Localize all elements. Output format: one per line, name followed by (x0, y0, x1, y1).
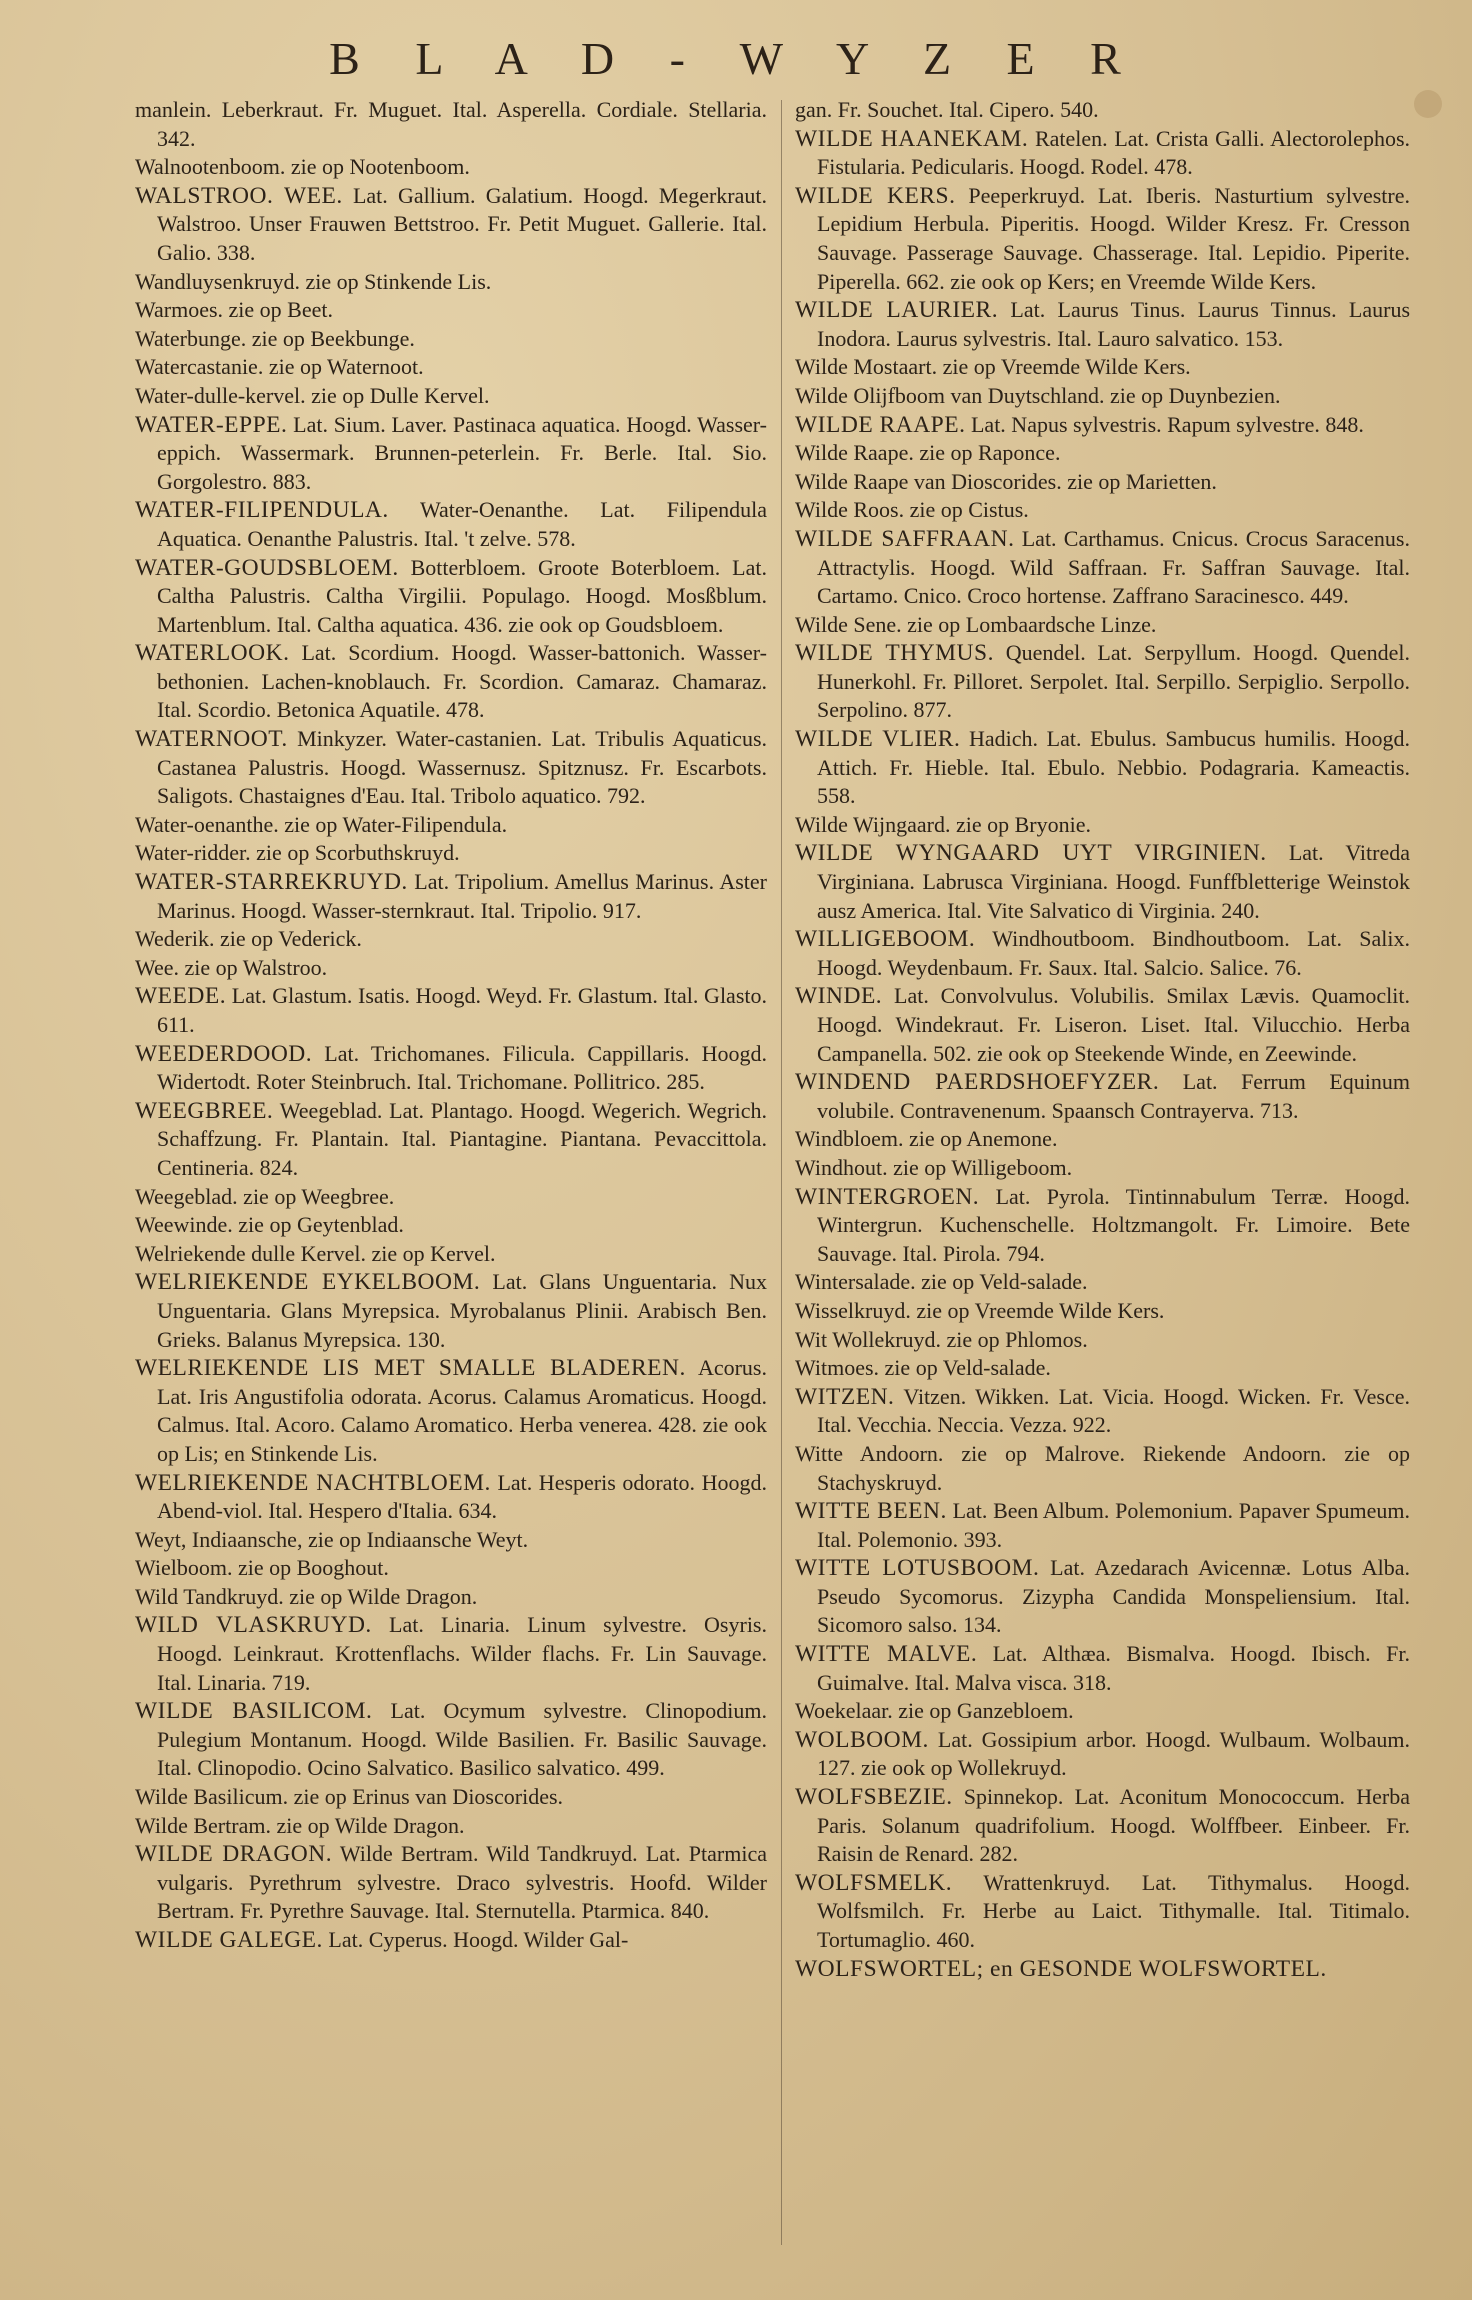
entry-headword: WITTE MALVE. (795, 1641, 978, 1668)
entry-headword: WITTE BEEN. (795, 1498, 947, 1525)
entry-headword: WATER-GOUDSBLOEM. (135, 554, 399, 581)
entry-headword: WILDE THYMUS. (795, 640, 994, 667)
index-entry (135, 1211, 767, 1240)
entry-text: Lat. Vitreda Virginiana. Labrusca Virginiana. Hoogd. Funffbletterige Weinstok ausz America. Ital. Vite Salvatico di Virginia. 240. (817, 840, 1411, 923)
index-entry (135, 1697, 767, 1783)
entry-text: Lat. Ferrum Equinum volubile. Contravenenum. Spaansch Contrayerva. 713. (817, 1069, 1411, 1123)
index-entry (795, 468, 1410, 497)
entry-text: Lat. Pyrola. Tintinnabulum Terræ. Hoogd. Wintergrun. Kuchenschelle. Holtzmangolt. Fr. Limoire. Bete Sauvage. Ital. Pirola. 794. (817, 1183, 1410, 1266)
index-entry (135, 382, 767, 411)
index-entry (795, 925, 1410, 982)
entry-text: Lat. Sium. Laver. Pastinaca aquatica. Hoogd. Wasser-eppich. Wassermark. Brunnen-peterlein. Fr. Berle. Ital. Sio. Gorgolestro. 883. (157, 411, 768, 494)
index-entry (135, 1812, 767, 1841)
entry-headword: WOLBOOM. (795, 1726, 929, 1753)
index-entry (795, 182, 1410, 296)
index-entry (135, 353, 767, 382)
entry-text: Wilde Olijfboom van Duytschland. zie op Duynbezien. (795, 382, 1281, 408)
index-entry (135, 554, 767, 640)
entry-text: Witmoes. zie op Veld-salade. (795, 1355, 1051, 1381)
entry-headword: WILDE VLIER. (795, 726, 961, 753)
entry-headword: WITTE LOTUSBOOM. (795, 1555, 1040, 1582)
paper-stain (1414, 90, 1442, 118)
entry-text: Lat. Gallium. Galatium. Hoogd. Megerkraut. Walstroo. Unser Frauwen Bettstroo. Fr. Petit Muguet. Gallerie. Ital. Galio. 338. (157, 182, 767, 265)
index-entry (135, 153, 767, 182)
entry-headword: WOLFSBEZIE. (795, 1784, 953, 1811)
index-entry (795, 811, 1410, 840)
entry-headword: WILDE DRAGON. (135, 1841, 333, 1868)
entry-headword: WATER-EPPE. (135, 411, 288, 438)
entry-text: Waterbunge. zie op Beekbunge. (135, 325, 415, 351)
index-entry (795, 1326, 1410, 1355)
entry-headword: WOLFSMELK. (795, 1869, 953, 1896)
entry-headword: WILDE KERS. (795, 182, 956, 209)
entry-text: Peeperkruyd. Lat. Iberis. Nasturtium sylvestre. Lepidium Herbula. Piperitis. Hoogd. Wilder Kresz. Fr. Cresson Sauvage. Passerage Sauvage. Chasserage. Ital. Lepidio. Piperite. Piperella. 662. zie ook op Kers; en Vreemde Wilde Kers. (817, 182, 1411, 294)
entry-text: Wrattenkruyd. Lat. Tithymalus. Hoogd. Wolfsmilch. Fr. Herbe au Laict. Tithymalle. Ital. Titimalo. Tortumaglio. 460. (817, 1869, 1410, 1952)
entry-headword: WILDE RAAPE. (795, 411, 966, 438)
entry-text: Lat. Glans Unguentaria. Nux Unguentaria. Glans Myrepsica. Myrobalanus Plinii. Arabisch Ben. Grieks. Balanus Myrepsica. 130. (157, 1269, 768, 1352)
entry-text: Windbloem. zie op Anemone. (795, 1126, 1058, 1152)
entry-text: Weegeblad. zie op Weegbree. (135, 1183, 395, 1209)
index-entry (795, 525, 1410, 611)
index-entry (135, 868, 767, 925)
entry-text: Lat. Napus sylvestris. Rapum sylvestre. 848. (970, 411, 1364, 437)
index-entry (795, 1268, 1410, 1297)
index-entry (135, 1040, 767, 1097)
entry-text: Lat. Glastum. Isatis. Hoogd. Weyd. Fr. Glastum. Ital. Glasto. 611. (157, 983, 767, 1037)
index-entry (795, 296, 1410, 353)
entry-text: Wee. zie op Walstroo. (135, 954, 328, 980)
entry-text: Wilde Roos. zie op Cistus. (795, 497, 1029, 523)
index-entry (135, 411, 767, 497)
entry-headword: WELRIEKENDE NACHTBLOEM. (135, 1469, 491, 1496)
index-entry (795, 982, 1410, 1068)
entry-text: Wielboom. zie op Booghout. (135, 1555, 389, 1581)
index-entry (795, 125, 1410, 182)
entry-text: Wild Tandkruyd. zie op Wilde Dragon. (135, 1583, 478, 1609)
entry-headword: WOLFSWORTEL; en GESONDE WOLFSWORTEL. (795, 1955, 1327, 1982)
entry-text: Lat. Cyperus. Hoogd. Wilder Gal- (328, 1927, 629, 1952)
entry-headword: WILD VLASKRUYD. (135, 1612, 372, 1639)
index-entry (795, 1554, 1410, 1640)
index-entry (135, 1611, 767, 1697)
entry-headword: WILDE WYNGAARD UYT VIRGINIEN. (795, 840, 1267, 867)
entry-text: Windhoutboom. Bindhoutboom. Lat. Salix. Hoogd. Weydenbaum. Fr. Saux. Ital. Salcio. Salice. 76. (817, 926, 1410, 980)
index-entry (135, 1926, 767, 1955)
page-title: B L A D - W Y Z E R (329, 33, 1143, 84)
entry-headword: WINDE. (795, 983, 883, 1010)
entry-headword: WALSTROO. WEE. (135, 182, 343, 209)
entry-text: gan. Fr. Souchet. Ital. Cipero. 540. (795, 97, 1099, 122)
entry-headword: WEEGBREE. (135, 1097, 274, 1124)
index-entry (795, 1354, 1410, 1383)
index-entry (795, 1440, 1410, 1497)
entry-text: Quendel. Lat. Serpyllum. Hoogd. Quendel. Hunerkohl. Fr. Pilloret. Serpolet. Ital. Serpillo. Serpiglio. Serpollo. Serpolino. 877. (817, 640, 1410, 723)
index-entry (795, 1869, 1410, 1955)
entry-text: Lat. Azedarach Avicennæ. Lotus Alba. Pseudo Sycomorus. Zizypha Candida Monspeliensium. Ital. Sicomoro salso. 134. (817, 1555, 1410, 1638)
entry-text: Wilde Bertram. Wild Tandkruyd. Lat. Ptarmica vulgaris. Pyrethrum sylvestre. Draco sylvestris. Hoofd. Wilder Bertram. Fr. Pyrethre Sauvage. Ital. Sternutella. Ptarmica. 840. (157, 1841, 767, 1924)
entry-text: Minkyzer. Water-castanien. Lat. Tribulis Aquaticus. Castanea Palustris. Hoogd. Wassernusz. Spitznusz. Fr. Escarbots. Saligots. Chastaignes d'Eau. Ital. Tribolo aquatico. 792. (157, 726, 768, 809)
index-entry (135, 268, 767, 297)
index-entry (795, 1955, 1410, 1984)
entry-text: Weewinde. zie op Geytenblad. (135, 1212, 404, 1238)
entry-headword: WILDE SAFFRAAN. (795, 525, 1015, 552)
index-entry (135, 982, 767, 1039)
index-entry (135, 182, 767, 268)
entry-headword: WELRIEKENDE LIS MET SMALLE BLADEREN. (135, 1355, 686, 1382)
entry-text: Lat. Althæa. Bismalva. Hoogd. Ibisch. Fr. Guimalve. Ital. Malva visca. 318. (817, 1641, 1410, 1695)
entry-text: Lat. Tripolium. Amellus Marinus. Aster Marinus. Hoogd. Wasser-sternkraut. Ital. Tripolio. 917. (157, 869, 768, 923)
index-entry (795, 1383, 1410, 1440)
index-entry (795, 1183, 1410, 1269)
index-entry (795, 611, 1410, 640)
index-entry (135, 1240, 767, 1269)
index-entry (135, 811, 767, 840)
entry-text: Welriekende dulle Kervel. zie op Kervel. (135, 1240, 496, 1266)
entry-headword: WATERNOOT. (135, 726, 288, 753)
entry-text: Warmoes. zie op Beet. (135, 297, 333, 323)
left-column (135, 96, 767, 1955)
index-entry (795, 96, 1410, 125)
entry-text: Water-ridder. zie op Scorbuthskruyd. (135, 840, 460, 866)
entry-headword: WEEDERDOOD. (135, 1040, 313, 1067)
entry-text: Water-dulle-kervel. zie op Dulle Kervel. (135, 382, 490, 408)
entry-text: Wit Wollekruyd. zie op Phlomos. (795, 1326, 1088, 1352)
index-entry (795, 382, 1410, 411)
entry-headword: WILLIGEBOOM. (795, 926, 976, 953)
index-entry (795, 1297, 1410, 1326)
entry-text: Lat. Hesperis odorato. Hoogd. Abend-viol. Ital. Hespero d'Italia. 634. (157, 1469, 768, 1524)
entry-text: Vitzen. Wikken. Lat. Vicia. Hoogd. Wicken. Fr. Vesce. Ital. Vecchia. Neccia. Vezza. 922. (817, 1383, 1410, 1438)
entry-headword: WILDE HAANEKAM. (795, 125, 1029, 152)
entry-headword: WATER-STARREKRUYD. (135, 869, 408, 896)
index-entry (135, 496, 767, 553)
index-entry (135, 1526, 767, 1555)
index-entry (795, 439, 1410, 468)
column-divider (781, 100, 782, 2245)
entry-headword: WEEDE. (135, 983, 227, 1010)
entry-text: Ratelen. Lat. Crista Galli. Alectorolephos. Fistularia. Pedicularis. Hoogd. Rodel. 478. (817, 125, 1411, 180)
index-entry (795, 1783, 1410, 1869)
entry-text: Lat. Been Album. Polemonium. Papaver Spumeum. Ital. Polemonio. 393. (817, 1498, 1410, 1552)
entry-text: Witte Andoorn. zie op Malrove. Riekende Andoorn. zie op Stachyskruyd. (795, 1440, 1410, 1495)
index-entry (135, 1783, 767, 1812)
index-entry (135, 1583, 767, 1612)
index-entry (795, 639, 1410, 725)
entry-text: Spinnekop. Lat. Aconitum Monococcum. Herba Paris. Solanum quadrifolium. Hoogd. Wolffbeer. Einbeer. Fr. Raisin de Renard. 282. (817, 1784, 1410, 1867)
entry-text: Lat. Laurus Tinus. Laurus Tinnus. Laurus Inodora. Laurus sylvestris. Ital. Lauro salvatico. 153. (817, 297, 1410, 351)
entry-text: Lat. Scordium. Hoogd. Wasser-battonich. Wasser-bethonien. Lachen-knoblauch. Fr. Scordion. Camaraz. Chamaraz. Ital. Scordio. Betonica Aquatile. 478. (157, 640, 768, 723)
entry-headword: WILDE GALEGE. (135, 1927, 323, 1953)
entry-headword: WITZEN. (795, 1383, 895, 1410)
entry-text: Water-Oenanthe. Lat. Filipendula Aquatica. Oenanthe Palustris. Ital. 't zelve. 578. (157, 497, 767, 551)
entry-text: Woekelaar. zie op Ganzebloem. (795, 1698, 1074, 1724)
index-entry (795, 1726, 1410, 1783)
entry-text: Weyt, Indiaansche, zie op Indiaansche Weyt. (135, 1526, 529, 1552)
entry-text: Hadich. Lat. Ebulus. Sambucus humilis. Hoogd. Attich. Fr. Hieble. Ital. Ebulo. Nebbio. Podagraria. Kameactis. 558. (817, 726, 1411, 809)
index-entry (135, 1554, 767, 1583)
entry-text: Wisselkruyd. zie op Vreemde Wilde Kers. (795, 1297, 1165, 1323)
entry-text: Wederik. zie op Vederick. (135, 926, 362, 952)
entry-text: Lat. Trichomanes. Filicula. Cappillaris. Hoogd. Widertodt. Roter Steinbruch. Ital. Trichomane. Pollitrico. 285. (157, 1040, 767, 1095)
entry-headword: WILDE LAURIER. (795, 297, 999, 324)
index-entry (795, 353, 1410, 382)
entry-headword: WINDEND PAERDSHOEFYZER. (795, 1069, 1160, 1096)
entry-text: Wilde Basilicum. zie op Erinus van Dioscorides. (135, 1784, 564, 1810)
index-entry (795, 496, 1410, 525)
index-entry (795, 725, 1410, 811)
entry-text: Water-oenanthe. zie op Water-Filipendula. (135, 811, 508, 837)
index-entry (795, 1497, 1410, 1554)
entry-headword: WINTERGROEN. (795, 1183, 980, 1210)
index-entry (795, 839, 1410, 925)
entry-text: Watercastanie. zie op Waternoot. (135, 354, 424, 380)
index-entry (135, 1840, 767, 1926)
entry-text: Windhout. zie op Willigeboom. (795, 1154, 1073, 1180)
index-entry (135, 1183, 767, 1212)
entry-text: Lat. Convolvulus. Volubilis. Smilax Lævis. Quamoclit. Hoogd. Windekraut. Fr. Liseron. Liset. Ital. Vilucchio. Herba Campanella. 502. zie ook op Steekende Winde, en Zeewinde. (817, 983, 1410, 1066)
entry-headword: WILDE BASILICOM. (135, 1698, 373, 1725)
entry-text: Lat. Carthamus. Cnicus. Crocus Saracenus. Attractylis. Hoogd. Wild Saffraan. Fr. Saffran Sauvage. Ital. Cartamo. Cnico. Croco hortense. Zaffrano Saracinesco. 449. (817, 525, 1410, 609)
right-column (795, 96, 1410, 1983)
entry-text: Wintersalade. zie op Veld-salade. (795, 1269, 1088, 1295)
index-entry (135, 96, 767, 153)
entry-text: Wilde Sene. zie op Lombaardsche Linze. (795, 611, 1157, 637)
index-entry (795, 411, 1410, 440)
entry-text: Weegeblad. Lat. Plantago. Hoogd. Wegerich. Wegrich. Schaffzung. Fr. Plantain. Ital. Piantagine. Piantana. Pevaccittola. Centineria. 824. (157, 1097, 767, 1180)
index-entry (135, 925, 767, 954)
index-entry (795, 1125, 1410, 1154)
index-entry (795, 1640, 1410, 1697)
index-entry (795, 1068, 1410, 1125)
entry-text: Wilde Raape. zie op Raponce. (795, 440, 1061, 466)
index-entry (135, 954, 767, 983)
entry-headword: WATER-FILIPENDULA. (135, 497, 389, 524)
entry-text: Lat. Gossipium arbor. Hoogd. Wulbaum. Wolbaum. 127. zie ook op Wollekruyd. (817, 1726, 1411, 1781)
entry-text: manlein. Leberkraut. Fr. Muguet. Ital. Asperella. Cordiale. Stellaria. 342. (135, 97, 767, 151)
index-entry (135, 1097, 767, 1183)
index-entry (135, 296, 767, 325)
entry-headword: WELRIEKENDE EYKELBOOM. (135, 1269, 481, 1296)
index-entry (135, 639, 767, 725)
entry-text: Wilde Bertram. zie op Wilde Dragon. (135, 1812, 465, 1838)
entry-text: Botterbloem. Groote Boterbloem. Lat. Caltha Palustris. Caltha Virgilii. Populago. Hoogd. Mosßblum. Martenblum. Ital. Caltha aquatica. 436. zie ook op Goudsbloem. (157, 554, 767, 637)
index-entry (135, 725, 767, 811)
entry-text: Lat. Ocymum sylvestre. Clinopodium. Pulegium Montanum. Hoogd. Wilde Basilien. Fr. Basilic Sauvage. Ital. Clinopodio. Ocino Salvatico. Basilico salvatico. 499. (157, 1698, 767, 1781)
index-entry (135, 1469, 767, 1526)
index-entry (135, 1354, 767, 1468)
entry-headword: WATERLOOK. (135, 640, 290, 667)
index-entry (135, 839, 767, 868)
index-entry (135, 1268, 767, 1354)
index-entry (795, 1154, 1410, 1183)
entry-text: Wilde Raape van Dioscorides. zie op Marietten. (795, 468, 1217, 494)
entry-text: Walnootenboom. zie op Nootenboom. (135, 154, 470, 180)
entry-text: Lat. Linaria. Linum sylvestre. Osyris. Hoogd. Leinkraut. Krottenflachs. Wilder flachs. Fr. Lin Sauvage. Ital. Linaria. 719. (157, 1612, 767, 1695)
entry-text: Acorus. Lat. Iris Angustifolia odorata. Acorus. Calamus Aromaticus. Hoogd. Calmus. Ital. Acoro. Calamo Aromatico. Herba venerea. 428. zie ook op Lis; en Stinkende Lis. (157, 1355, 767, 1466)
entry-text: Wandluysenkruyd. zie op Stinkende Lis. (135, 268, 492, 294)
index-entry (135, 325, 767, 354)
index-entry (795, 1697, 1410, 1726)
entry-text: Wilde Mostaart. zie op Vreemde Wilde Kers. (795, 354, 1191, 380)
entry-text: Wilde Wijngaard. zie op Bryonie. (795, 811, 1091, 837)
